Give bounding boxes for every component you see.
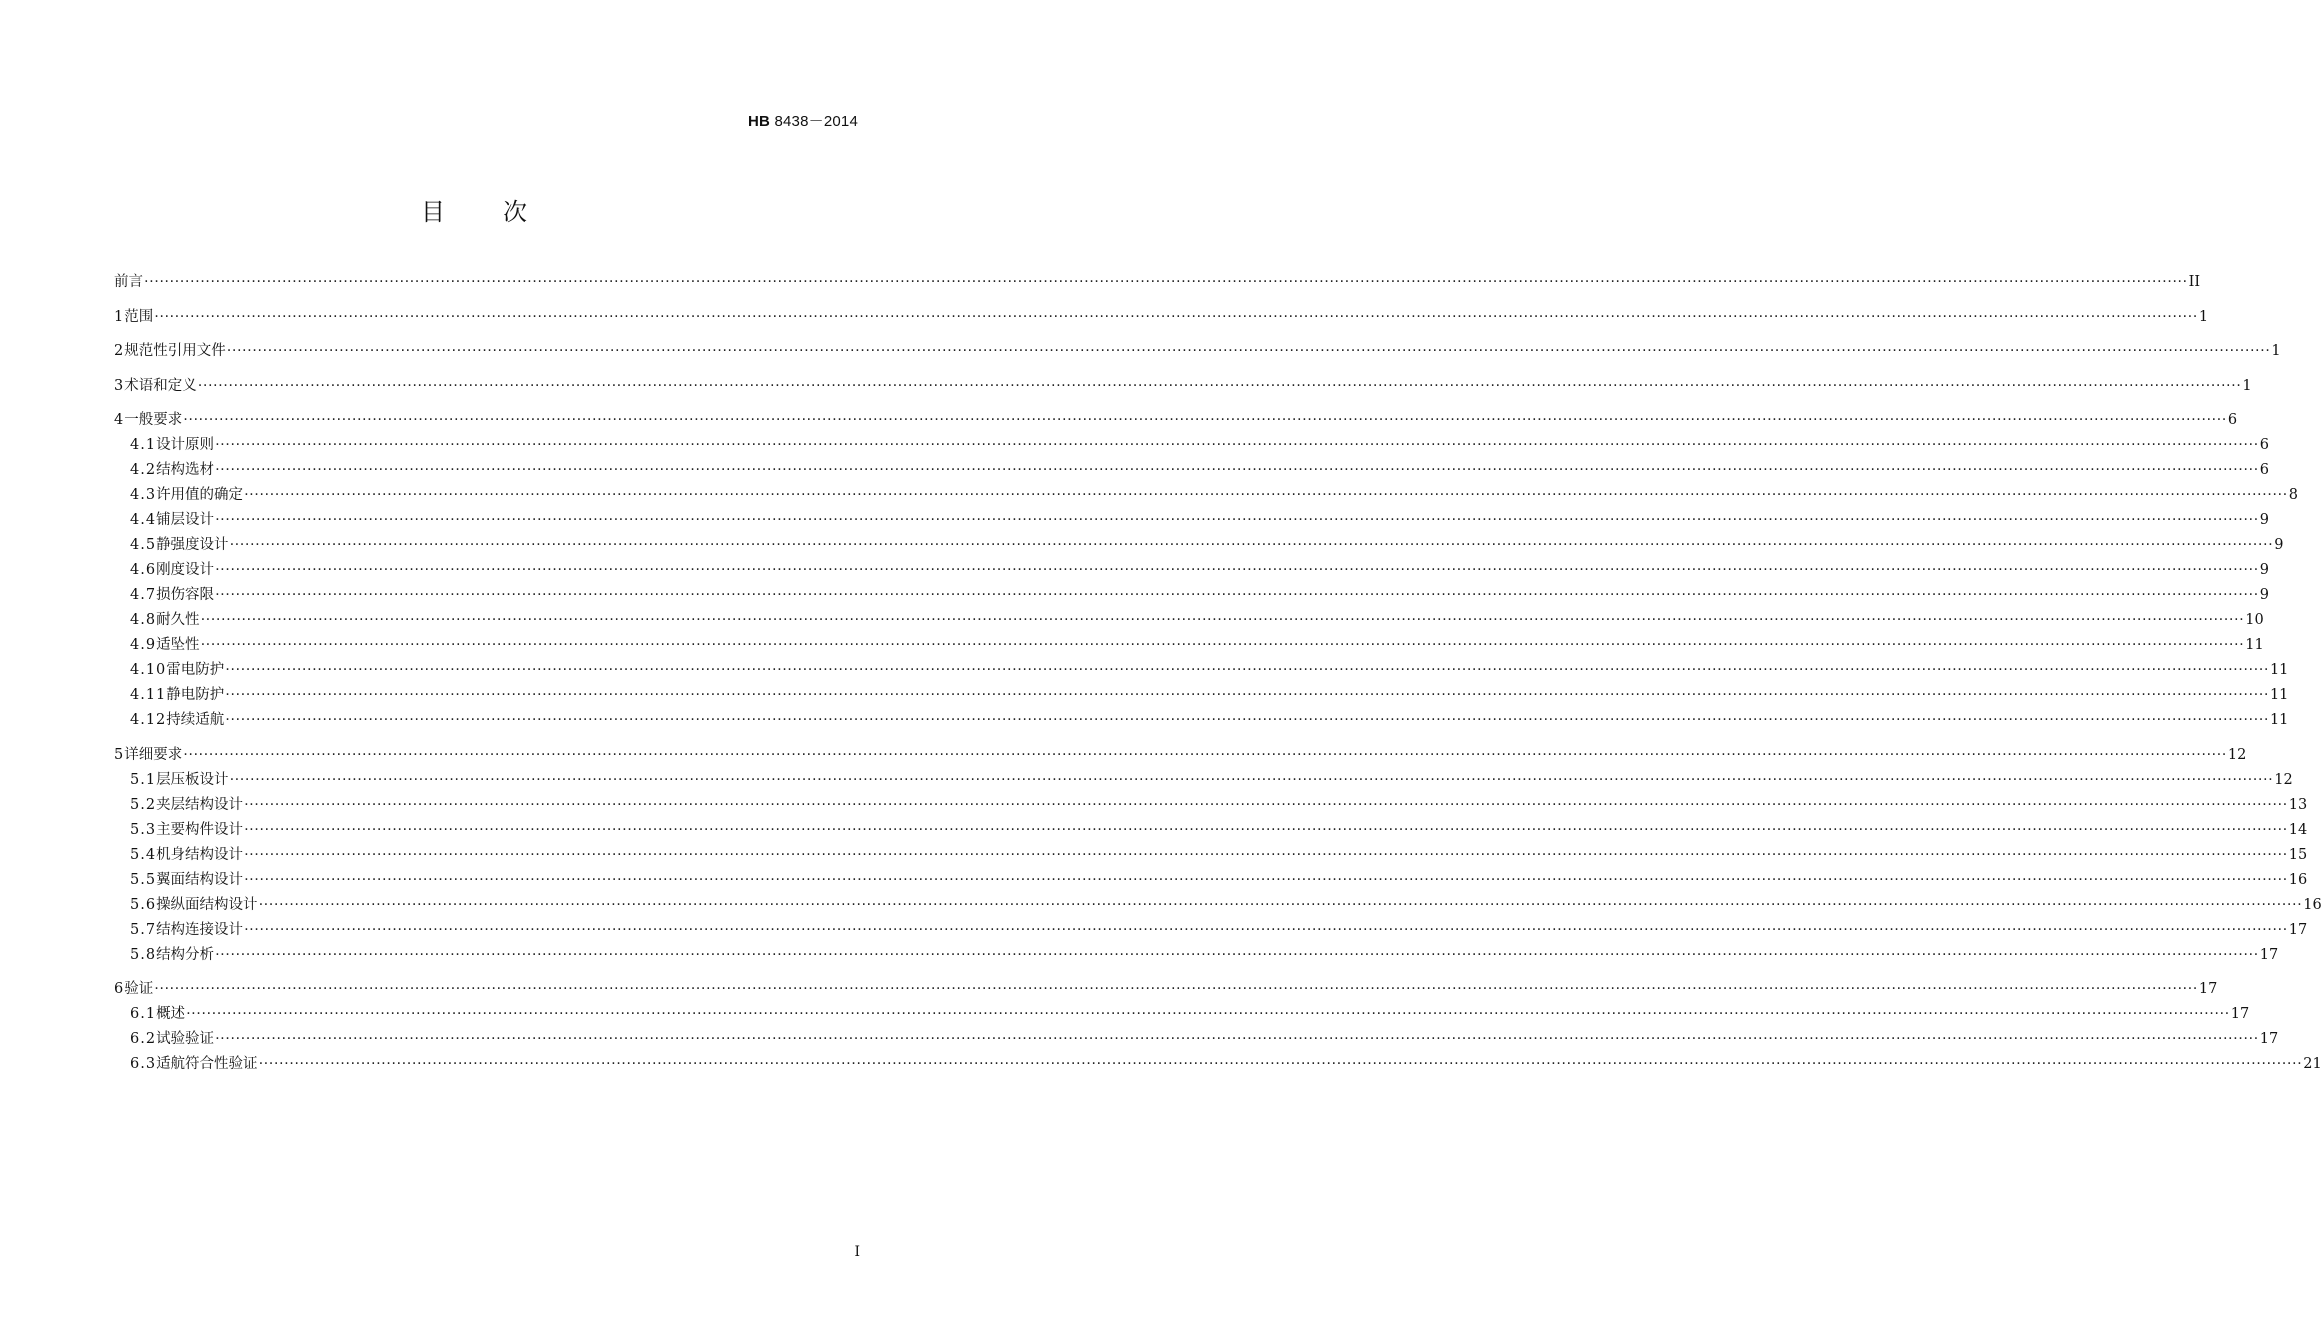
toc-leader-dots: ················································································································································································································································································································································································································ <box>215 1031 2259 1047</box>
toc-entry-title: 适航符合性验证 <box>156 1056 258 1072</box>
toc-entry-number: 1 <box>114 308 125 325</box>
toc-entry[interactable] <box>114 433 2269 458</box>
toc-entry-title: 翼面结构设计 <box>156 871 244 888</box>
toc-entry[interactable] <box>114 1002 2250 1027</box>
toc-leader-dots: ················································································································································································································································································································································································································ <box>215 462 2259 478</box>
toc-entry[interactable] <box>114 943 2279 968</box>
page-number: I <box>854 1244 860 1260</box>
toc-entry-title: 操纵面结构设计 <box>156 896 258 913</box>
toc-entry-title: 规范性引用文件 <box>124 343 226 359</box>
toc-entry[interactable] <box>114 1052 2322 1077</box>
toc-entry-number: 4.6 <box>130 562 157 578</box>
page-title-part2: 次 <box>503 198 529 226</box>
toc-entry-page: 6 <box>2259 462 2269 478</box>
toc-entry-title: 机身结构设计 <box>156 846 244 863</box>
toc-entry-title: 静电防护 <box>166 687 225 703</box>
toc-entry-title: 术语和定义 <box>124 377 197 394</box>
toc-leader-dots: ················································································································································································································································································································································································································ <box>244 871 2288 888</box>
toc-entry-number: 5 <box>114 746 125 763</box>
toc-entry-number: 2 <box>114 343 125 359</box>
toc-leader-dots: ················································································································································································································································································································································································································ <box>244 921 2288 938</box>
toc-entry[interactable] <box>114 483 2298 508</box>
toc-entry-title: 持续适航 <box>166 712 225 728</box>
toc-leader-dots: ················································································································································································································································································································································································································ <box>215 512 2259 528</box>
toc-entry-title: 适坠性 <box>156 637 200 653</box>
toc-entry-number: 4.3 <box>130 487 157 503</box>
toc-entry-page: 1 <box>2242 377 2252 394</box>
toc-leader-dots: ················································································································································································································································································································································································································ <box>144 274 2188 290</box>
toc-entry-title: 前言 <box>114 274 143 290</box>
toc-entry-page: 12 <box>2274 771 2293 788</box>
toc-entry-page: 13 <box>2288 796 2308 813</box>
toc-leader-dots: ················································································································································································································································································································································································································ <box>244 796 2288 813</box>
toc-entry-page: 17 <box>2259 946 2279 963</box>
toc-entry-page: II <box>2188 274 2201 290</box>
toc-entry-page: 6 <box>2227 412 2238 428</box>
toc-leader-dots: ················································································································································································································································································································································································································ <box>215 587 2259 603</box>
toc-entry-title: 许用值的确定 <box>156 487 244 503</box>
toc-leader-dots: ················································································································································································································································································································································································································ <box>186 1006 2230 1022</box>
toc-entry-page: 1 <box>2271 343 2281 359</box>
toc-entry[interactable] <box>114 408 2238 433</box>
toc-leader-dots: ················································································································································································································································································································································································································ <box>215 437 2259 453</box>
toc-entry-number: 5.6 <box>130 896 157 913</box>
toc-entry-page: 12 <box>2227 746 2247 763</box>
toc-leader-dots: ················································································································································································································································································································································································································ <box>258 1056 2303 1072</box>
toc-entry-title: 一般要求 <box>124 412 183 428</box>
toc-entry-number: 5.5 <box>130 871 157 888</box>
toc-entry-page: 11 <box>2269 687 2289 703</box>
toc-entry-title: 设计原则 <box>156 437 215 453</box>
toc-leader-dots: ················································································································································································································································································································································································································ <box>258 896 2303 913</box>
toc-entry[interactable] <box>114 743 2247 768</box>
toc-entry-title: 耐久性 <box>156 612 200 628</box>
toc-entry[interactable] <box>114 458 2269 483</box>
standard-code-number: 8438－2014 <box>770 113 858 130</box>
toc-leader-dots: ················································································································································································································································································································································································································ <box>154 308 2198 325</box>
toc-entry-title: 验证 <box>124 981 154 997</box>
toc-leader-dots: ················································································································································································································································································································································································································ <box>154 981 2198 997</box>
toc-entry-page: 21 <box>2303 1056 2322 1072</box>
toc-entry-page: 11 <box>2269 662 2289 678</box>
toc-entry-number: 5.1 <box>130 771 157 788</box>
toc-entry-number: 6 <box>114 981 125 997</box>
toc-entry-number: 6.1 <box>130 1006 157 1022</box>
toc-entry-page: 9 <box>2259 587 2269 603</box>
toc-leader-dots: ················································································································································································································································································································································································································ <box>183 746 2227 763</box>
toc-entry-number: 5.4 <box>130 846 157 863</box>
toc-entry-title: 结构分析 <box>156 946 215 963</box>
toc-entry[interactable] <box>114 893 2322 918</box>
toc-entry-number: 5.2 <box>130 796 157 813</box>
toc-entry-title: 范围 <box>124 308 154 325</box>
toc-leader-dots: ················································································································································································································································································································································································································ <box>225 687 2269 703</box>
toc-entry[interactable] <box>114 918 2308 943</box>
toc-entry-page: 14 <box>2288 821 2308 838</box>
toc-entry-page: 9 <box>2259 512 2269 528</box>
toc-leader-dots: ················································································································································································································································································································································································································ <box>225 662 2269 678</box>
toc-entry[interactable] <box>114 533 2284 558</box>
toc-entry[interactable] <box>114 683 2289 708</box>
toc-entry-page: 17 <box>2198 981 2218 997</box>
toc-entry-number: 6.2 <box>130 1031 157 1047</box>
toc-entry-title: 主要构件设计 <box>156 821 244 838</box>
toc-entry[interactable] <box>114 818 2308 843</box>
toc-entry-title: 静强度设计 <box>156 537 229 553</box>
toc-entry-number: 4 <box>114 412 125 428</box>
page-title <box>0 192 950 227</box>
table-of-contents <box>114 270 2322 1077</box>
standard-code-prefix: HB <box>748 113 771 130</box>
toc-leader-dots: ················································································································································································································································································································································································································ <box>183 412 2227 428</box>
toc-entry[interactable] <box>114 658 2289 683</box>
toc-leader-dots: ················································································································································································································································································································································································································ <box>244 487 2288 503</box>
toc-entry-title: 雷电防护 <box>166 662 225 678</box>
toc-entry-title: 刚度设计 <box>156 562 215 578</box>
toc-entry-number: 5.7 <box>130 921 157 938</box>
toc-leader-dots: ················································································································································································································································································································································································································ <box>215 946 2259 963</box>
toc-entry-number: 4.5 <box>130 537 157 553</box>
toc-entry-number: 5.8 <box>130 946 157 963</box>
toc-entry[interactable] <box>114 270 2201 295</box>
toc-entry-number: 6.3 <box>130 1056 157 1072</box>
toc-entry[interactable] <box>114 339 2281 364</box>
toc-leader-dots: ················································································································································································································································································································································································································ <box>244 846 2288 863</box>
toc-entry-page: 11 <box>2245 637 2264 653</box>
toc-entry-number: 4.7 <box>130 587 157 603</box>
toc-entry-number: 4.11 <box>130 687 167 703</box>
toc-entry[interactable] <box>114 608 2264 633</box>
toc-leader-dots: ················································································································································································································································································································································································································ <box>225 712 2269 728</box>
toc-entry-page: 9 <box>2274 537 2284 553</box>
toc-entry-page: 15 <box>2288 846 2308 863</box>
toc-entry-title: 试验验证 <box>156 1031 215 1047</box>
toc-entry-page: 9 <box>2259 562 2269 578</box>
page-title-part1: 目 <box>421 198 447 226</box>
toc-leader-dots: ················································································································································································································································································································································································································ <box>200 637 2245 653</box>
toc-entry-number: 4.8 <box>130 612 157 628</box>
toc-entry-title: 夹层结构设计 <box>156 796 244 813</box>
toc-entry[interactable] <box>114 305 2209 330</box>
toc-entry-page: 16 <box>2288 871 2308 888</box>
toc-entry[interactable] <box>114 708 2289 733</box>
toc-entry-page: 10 <box>2245 612 2264 628</box>
toc-entry[interactable] <box>114 508 2269 533</box>
toc-entry-page: 17 <box>2230 1006 2250 1022</box>
toc-entry-page: 17 <box>2288 921 2308 938</box>
toc-leader-dots: ················································································································································································································································································································································································································ <box>215 562 2259 578</box>
toc-entry-title: 结构连接设计 <box>156 921 244 938</box>
toc-leader-dots: ················································································································································································································································································································································································································ <box>244 821 2288 838</box>
toc-entry-number: 4.12 <box>130 712 167 728</box>
toc-entry-number: 3 <box>114 377 125 394</box>
toc-entry-page: 6 <box>2259 437 2269 453</box>
toc-leader-dots: ················································································································································································································································································································································································································ <box>229 537 2274 553</box>
toc-entry[interactable] <box>114 793 2308 818</box>
toc-entry[interactable] <box>114 558 2269 583</box>
toc-entry-title: 铺层设计 <box>156 512 215 528</box>
toc-leader-dots: ················································································································································································································································································································································································································ <box>229 771 2274 788</box>
toc-entry[interactable] <box>114 374 2252 399</box>
toc-entry-page: 11 <box>2269 712 2289 728</box>
toc-entry[interactable] <box>114 843 2308 868</box>
toc-entry[interactable] <box>114 977 2218 1002</box>
toc-entry-number: 5.3 <box>130 821 157 838</box>
toc-entry[interactable] <box>114 583 2269 608</box>
toc-leader-dots: ················································································································································································································································································································································································································ <box>226 343 2271 359</box>
toc-entry-title: 损伤容限 <box>156 587 215 603</box>
toc-entry-number: 4.2 <box>130 462 157 478</box>
toc-entry-number: 4.10 <box>130 662 167 678</box>
toc-entry-title: 层压板设计 <box>156 771 229 788</box>
toc-entry-page: 17 <box>2259 1031 2279 1047</box>
toc-entry-number: 4.4 <box>130 512 157 528</box>
toc-entry[interactable] <box>114 1027 2279 1052</box>
toc-entry[interactable] <box>114 768 2293 793</box>
toc-entry-page: 1 <box>2198 308 2209 325</box>
toc-entry-title: 概述 <box>156 1006 186 1022</box>
toc-entry-number: 4.9 <box>130 637 157 653</box>
toc-leader-dots: ················································································································································································································································································································································································································ <box>200 612 2245 628</box>
toc-entry-title: 结构选材 <box>156 462 215 478</box>
toc-entry[interactable] <box>114 633 2264 658</box>
toc-entry-number: 4.1 <box>130 437 157 453</box>
toc-entry-page: 8 <box>2288 487 2298 503</box>
toc-leader-dots: ················································································································································································································································································································································································································ <box>197 377 2242 394</box>
toc-entry-page: 16 <box>2303 896 2322 913</box>
toc-entry[interactable] <box>114 868 2308 893</box>
standard-code <box>748 110 858 131</box>
toc-entry-title: 详细要求 <box>124 746 183 763</box>
